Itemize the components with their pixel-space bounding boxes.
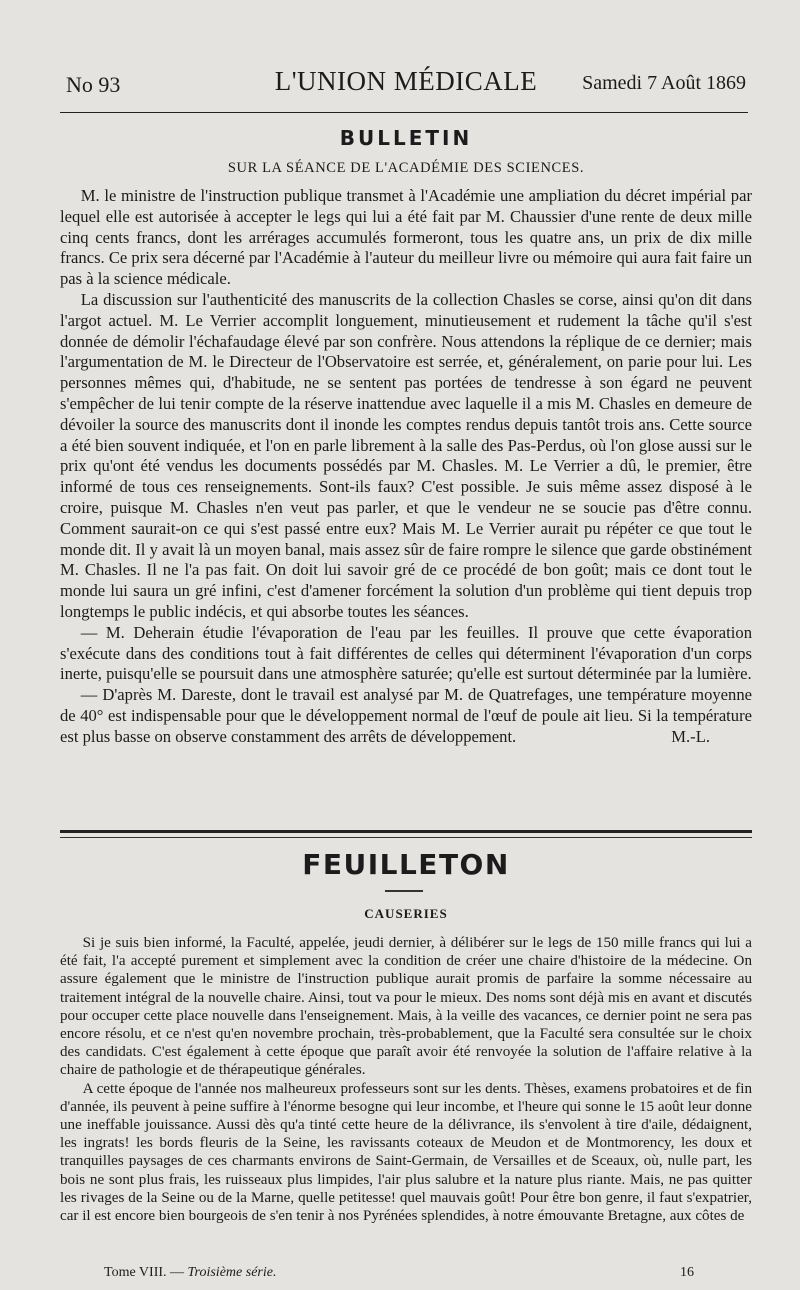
feuilleton-title: FEUILLETON [302, 848, 510, 881]
bulletin-title: BULLETIN [339, 126, 473, 150]
footer-volume-label: Tome VIII. — [104, 1265, 185, 1280]
issue-number: No 93 [66, 72, 121, 97]
issue-date: Samedi 7 Août 1869 [582, 72, 746, 94]
feuilleton-body [60, 934, 752, 1225]
bulletin-signature: M.-L. [671, 726, 710, 746]
page-footer [104, 1265, 694, 1285]
feuilleton-paragraph: A cette époque de l'année nos malheureux professeurs sont sur les dents. Thèses, examens probatoires et de fin d'année, ils peuvent à peine suffire à l'énorme besogne qui leur incombe, et l'heure qui sonne le 15 août leur donne une ineffable jouissance. Aussi dès qu'a tinté cette heure de la délivrance, ils s'envolent à tire d'aile, dédaignent, les ingrats! les bords fleuris de la Seine, les ravissants coteaux de Meudon et de Montmorency, les doux et tranquilles paysages de ces charmants environs de Saint-Germain, de Versailles et de Sceaux, où, nulle part, les bois ne sont plus frais, les ruisseaux plus limpides, l'air plus salubre et la nature plus riante. Mais, ne pas quitter les rivages de la Seine ou de la Marne, quelle petitesse! quel mauvais goût! Pour être bon genre, il faut s'expatrier, car il est encore bien bourgeois de s'en tenir à nos Pyrénées splendides, à notre émouvante Bretagne, aux côtes de [60, 1080, 752, 1225]
feuilleton-rule [385, 890, 423, 892]
bulletin-body [60, 186, 752, 748]
bulletin-paragraph: La discussion sur l'authenticité des manuscrits de la collection Chasles se corse, ainsi qu'on dit dans l'argot actuel. M. Le Verrier accomplit longuement, minutieusement et rudement la tâche qu'il s'est donnée de démolir l'échafaudage élevé par son confrère. Nous attendons la réplique de ce dernier; mais l'argumentation de M. le Directeur de l'Observatoire est serrée, et, généralement, on parie pour lui. Les personnes mêmes qui, d'habitude, ne se sentent pas portées de tendresse à son égard ne peuvent s'empêcher de lui tenir compte de la réserve inattendue avec laquelle il a mis M. Chasles en demeure de dévoiler la source des manuscrits dont il inonde les comptes rendus depuis tantôt trois ans. Cette source a été bien souvent indiquée, et l'on en parle librement à la salle des Pas-Perdus, où l'on glose aussi sur le prix qu'ont été vendus les documents possédés par M. Chasles. M. Le Verrier a dû, le premier, être informé de tous ces renseignements. Sont-ils faux? C'est possible. Je suis même assez disposé à le croire, puisque M. Chasles n'en veut pas parler, et que le vendeur ne se soucie pas d'être connu. Comment saurait-on ce qui s'est passé entre eux? Mais M. Le Verrier aurait pu répéter ce que tout le monde dit. Il y avait là un moyen banal, mais assez sûr de faire rompre le silence que garde obstinément M. Chasles. Il ne l'a pas fait. On doit lui savoir gré de ce procédé de bon goût; mais ce dont tout le monde lui saura un gré infini, c'est d'amener forcément la solution d'un problème qui tient depuis trop longtemps le public indécis, et qui absorbe toutes les séances. [60, 289, 752, 621]
section-divider [60, 830, 752, 833]
section-divider-thin [60, 837, 752, 838]
bulletin-paragraph: M. le ministre de l'instruction publique transmet à l'Académie une ampliation du décret impérial par lequel elle est autorisée à accepter le legs qui lui a été fait par M. Chaussier d'une rente de deux mille cinq cents francs, dont les arrérages accumulés formeront, tous les quatre ans, un prix de dix mille francs. Ce prix sera décerné par l'Académie à l'auteur du meilleur livre ou mémoire qui aura fait faire un pas à la science médicale. [60, 186, 753, 289]
bulletin-paragraph: — D'après M. Dareste, dont le travail est analysé par M. de Quatrefages, une température moyenne de 40° est indispensable pour que le développement normal de l'œuf de poule ait lieu. Si la température est plus basse on observe constamment des arrêts de développement. [60, 685, 752, 746]
bulletin-paragraph: — M. Deherain étudie l'évaporation de l'eau par les feuilles. Il prouve que cette évaporation s'exécute dans des conditions tout à fait différentes de celles qui déterminent l'évaporation d'un corps inerte, puisqu'elle se poursuit dans une atmosphère saturée; qu'elle est surtout déterminée par la lumière. [60, 622, 752, 684]
journal-title: L'UNION MÉDICALE [274, 66, 538, 96]
header-rule [60, 112, 748, 113]
feuilleton-paragraph: Si je suis bien informé, la Faculté, appelée, jeudi dernier, à délibérer sur le legs de 150 mille francs qui lui a été fait, l'a accepté purement et simplement avec la condition de créer une chaire d'histoire de la médecine. On assure également que le ministre de l'instruction publique aurait promis de parfaire la somme nécessaire au traitement intégral de la nouvelle chaire. Ainsi, tout va pour le mieux. Des noms sont déjà mis en avant et discutés pour occuper cette place nouvelle dans l'enseignement. Mais, à la veille des vacances, ce dernier point ne sera pas encore résolu, et ce n'est qu'en novembre prochain, très-probablement, que la Faculté sera consultée sur le choix des candidats. C'est également à cette époque que paraît avoir été renvoyée la solution de l'affaire relative à la chaire de pathologie et de thérapeutique générales. [60, 935, 752, 1079]
footer-series: Troisième série. [187, 1265, 277, 1280]
masthead [66, 66, 746, 100]
bulletin-subtitle: SUR LA SÉANCE DE L'ACADÉMIE DES SCIENCES. [227, 160, 585, 176]
footer-volume [104, 1265, 276, 1281]
page-number: 16 [680, 1265, 694, 1280]
causeries-title: CAUSERIES [364, 906, 448, 921]
